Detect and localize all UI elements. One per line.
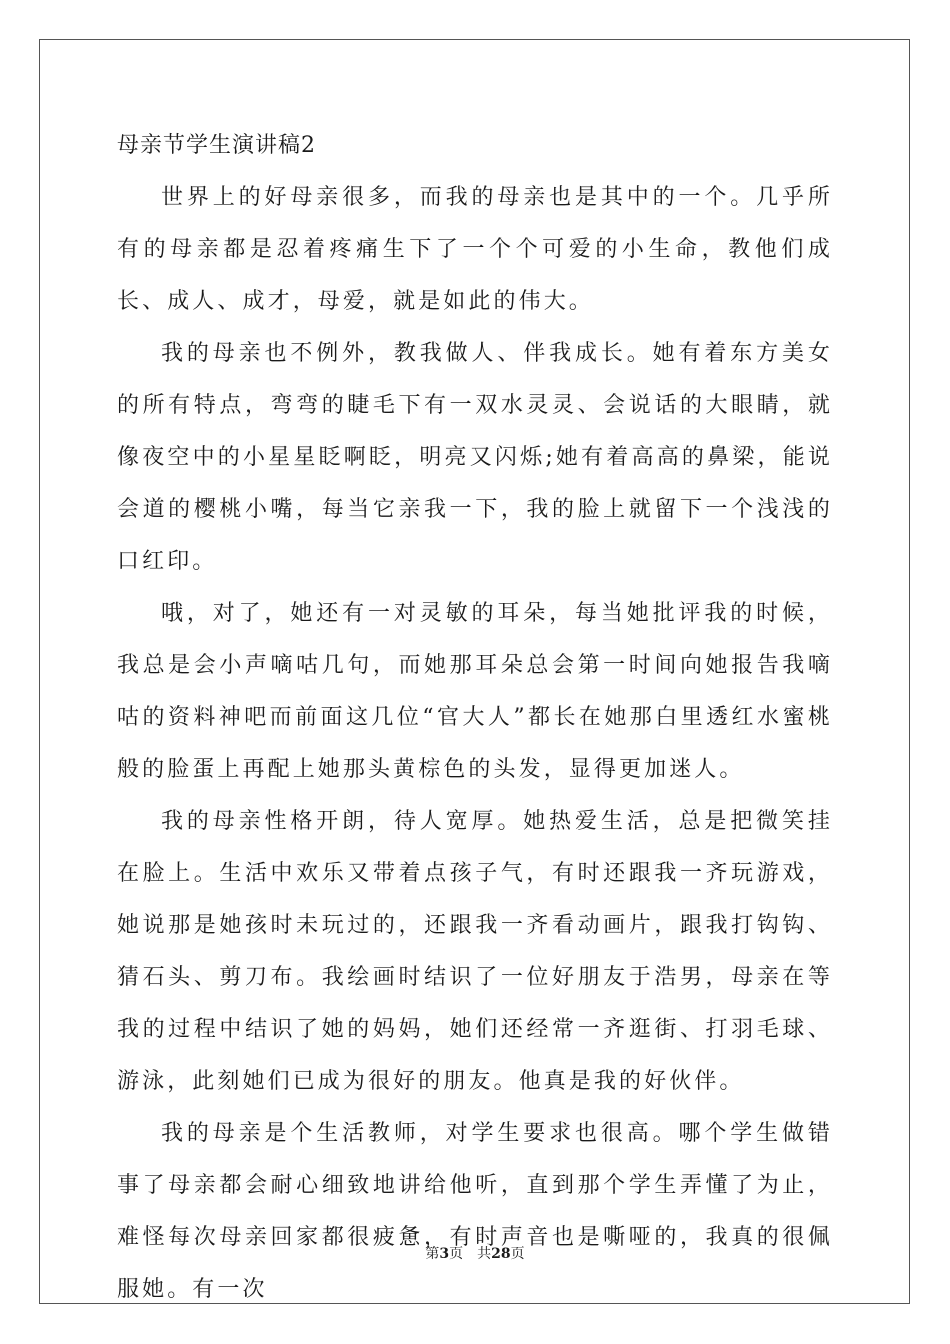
document-body <box>117 120 833 1316</box>
paragraph-1: 世界上的好母亲很多，而我的母亲也是其中的一个。几乎所有的母亲都是忍着疼痛生下了一个个可爱的小生命，教他们成长、成人、成才，母爱，就是如此的伟大。 <box>117 185 833 314</box>
total-prefix: 共 <box>477 1246 492 1262</box>
total-pages: 28 <box>491 1246 511 1262</box>
page-number: 3 <box>439 1246 450 1262</box>
paragraph-4: 我的母亲性格开朗，待人宽厚。她热爱生活，总是把微笑挂在脸上。生活中欢乐又带着点孩子气，有时还跟我一齐玩游戏，她说那是她孩时未玩过的，还跟我一齐看动画片，跟我打钩钩、猜石头、剪刀布。我绘画时结识了一位好朋友于浩男，母亲在等我的过程中结识了她的妈妈，她们还经常一齐逛街、打羽毛球、游泳，此刻她们已成为很好的朋友。他真是我的好伙伴。 <box>117 809 833 1094</box>
page-suffix: 页 <box>449 1246 464 1262</box>
document-title: 母亲节学生演讲稿2 <box>117 133 316 158</box>
paragraph-3: 哦，对了，她还有一对灵敏的耳朵，每当她批评我的时候，我总是会小声嘀咕几句，而她那耳朵总会第一时间向她报告我嘀咕的资料神吧而前面这几位“官大人”都长在她那白里透红水蜜桃般的脸蛋上再配上她那头黄棕色的头发，显得更加迷人。 <box>117 601 833 782</box>
paragraph-2: 我的母亲也不例外，教我做人、伴我成长。她有着东方美女的所有特点，弯弯的睫毛下有一双水灵灵、会说话的大眼睛，就像夜空中的小星星眨啊眨，明亮又闪烁;她有着高高的鼻梁，能说会道的樱桃小嘴，每当它亲我一下，我的脸上就留下一个浅浅的口红印。 <box>117 341 833 574</box>
page-footer <box>0 1244 950 1264</box>
paragraph-5: 我的母亲是个生活教师，对学生要求也很高。哪个学生做错事了母亲都会耐心细致地讲给他听，直到那个学生弄懂了为止，难怪每次母亲回家都很疲惫，有时声音也是嘶哑的，我真的很佩服她。有一次 <box>117 1121 833 1302</box>
total-suffix: 页 <box>510 1246 525 1262</box>
page-prefix: 第 <box>425 1246 440 1262</box>
